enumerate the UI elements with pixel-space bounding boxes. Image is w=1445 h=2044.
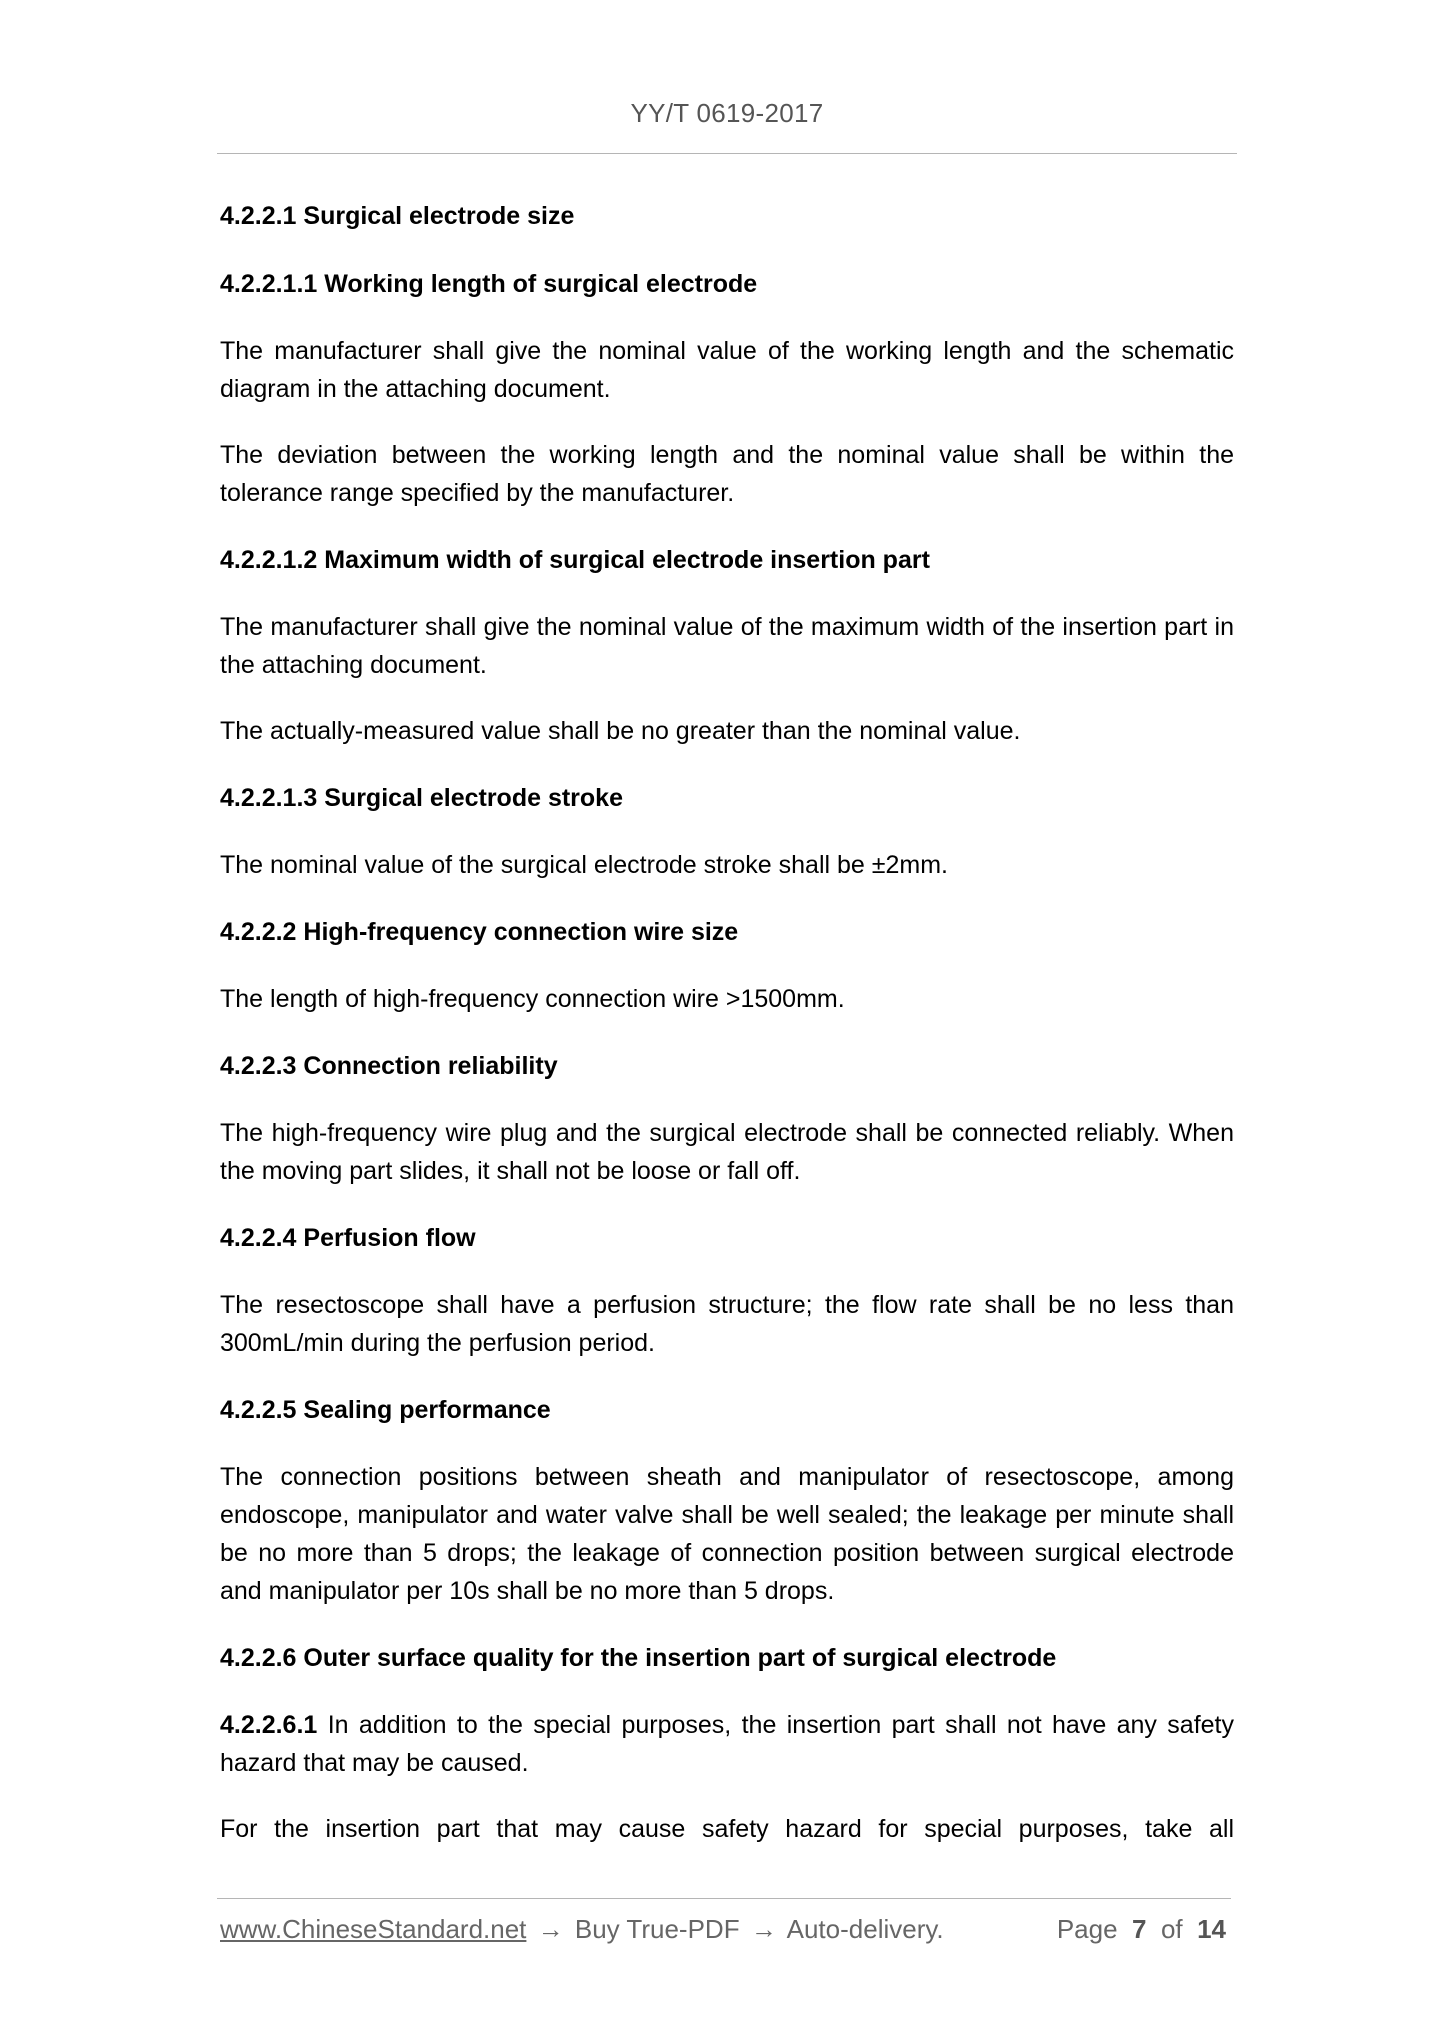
website-link[interactable]: www.ChineseStandard.net bbox=[220, 1914, 527, 1944]
page-indicator bbox=[1057, 1914, 1226, 1945]
buy-pdf-text: Buy True-PDF bbox=[574, 1914, 740, 1944]
document-code-header: YY/T 0619-2017 bbox=[630, 98, 824, 128]
document-body bbox=[220, 196, 1234, 1876]
section-heading: 4.2.2.1.3 Surgical electrode stroke bbox=[220, 784, 623, 812]
paragraph: The length of high-frequency connection wire >1500mm. bbox=[220, 985, 845, 1013]
current-page-number: 7 bbox=[1132, 1914, 1147, 1944]
total-pages-number: 14 bbox=[1197, 1914, 1226, 1944]
arrow-right-icon: → bbox=[537, 1914, 564, 1944]
arrow-right-icon: → bbox=[750, 1914, 777, 1944]
section-heading: 4.2.2.4 Perfusion flow bbox=[220, 1224, 476, 1252]
section-heading: 4.2.2.5 Sealing performance bbox=[220, 1396, 551, 1424]
footer-links bbox=[220, 1914, 944, 1945]
auto-delivery-text: Auto-delivery. bbox=[786, 1914, 944, 1944]
page-label: Page bbox=[1056, 1914, 1118, 1944]
paragraph: The deviation between the working length and the nominal value shall be within the tolerance range specified by the manufacturer. bbox=[220, 441, 1234, 507]
paragraph: The nominal value of the surgical electrode stroke shall be ±2mm. bbox=[220, 851, 948, 879]
section-heading: 4.2.2.1.2 Maximum width of surgical electrode insertion part bbox=[220, 546, 930, 574]
paragraph: The resectoscope shall have a perfusion structure; the flow rate shall be no less than 300mL/min during the perfusion period. bbox=[220, 1291, 1234, 1357]
paragraph: The manufacturer shall give the nominal value of the maximum width of the insertion part in the attaching document. bbox=[220, 613, 1234, 679]
of-label: of bbox=[1160, 1914, 1183, 1944]
section-heading: 4.2.2.1.1 Working length of surgical electrode bbox=[220, 270, 758, 298]
section-heading: 4.2.2.2 High-frequency connection wire size bbox=[220, 918, 739, 946]
section-heading: 4.2.2.1 Surgical electrode size bbox=[220, 202, 575, 230]
paragraph: The manufacturer shall give the nominal value of the working length and the schematic diagram in the attaching document. bbox=[220, 337, 1234, 403]
paragraph: The actually-measured value shall be no greater than the nominal value. bbox=[220, 717, 1021, 745]
section-heading: 4.2.2.3 Connection reliability bbox=[220, 1052, 558, 1080]
header-divider bbox=[217, 153, 1237, 154]
clause-number: 4.2.2.6.1 bbox=[220, 1711, 318, 1739]
paragraph: The high-frequency wire plug and the surgical electrode shall be connected reliably. When the moving part slides, it shall not be loose or fall off. bbox=[220, 1119, 1234, 1185]
paragraph: The connection positions between sheath and manipulator of resectoscope, among endoscope, manipulator and water valve shall be well sealed; the leakage per minute shall be no more than 5 drops; the leakage of connection position between surgical electrode and manipulator per 10s shall be no more than 5 drops. bbox=[220, 1463, 1234, 1605]
page-footer bbox=[220, 1914, 1232, 1954]
paragraph-text: In addition to the special purposes, the insertion part shall not have any safety hazard that may be caused. bbox=[220, 1711, 1234, 1777]
footer-divider bbox=[217, 1898, 1231, 1899]
paragraph: For the insertion part that may cause safety hazard for special purposes, take all bbox=[220, 1815, 1234, 1843]
section-heading: 4.2.2.6 Outer surface quality for the insertion part of surgical electrode bbox=[220, 1644, 1057, 1672]
paragraph bbox=[220, 1706, 1234, 1782]
